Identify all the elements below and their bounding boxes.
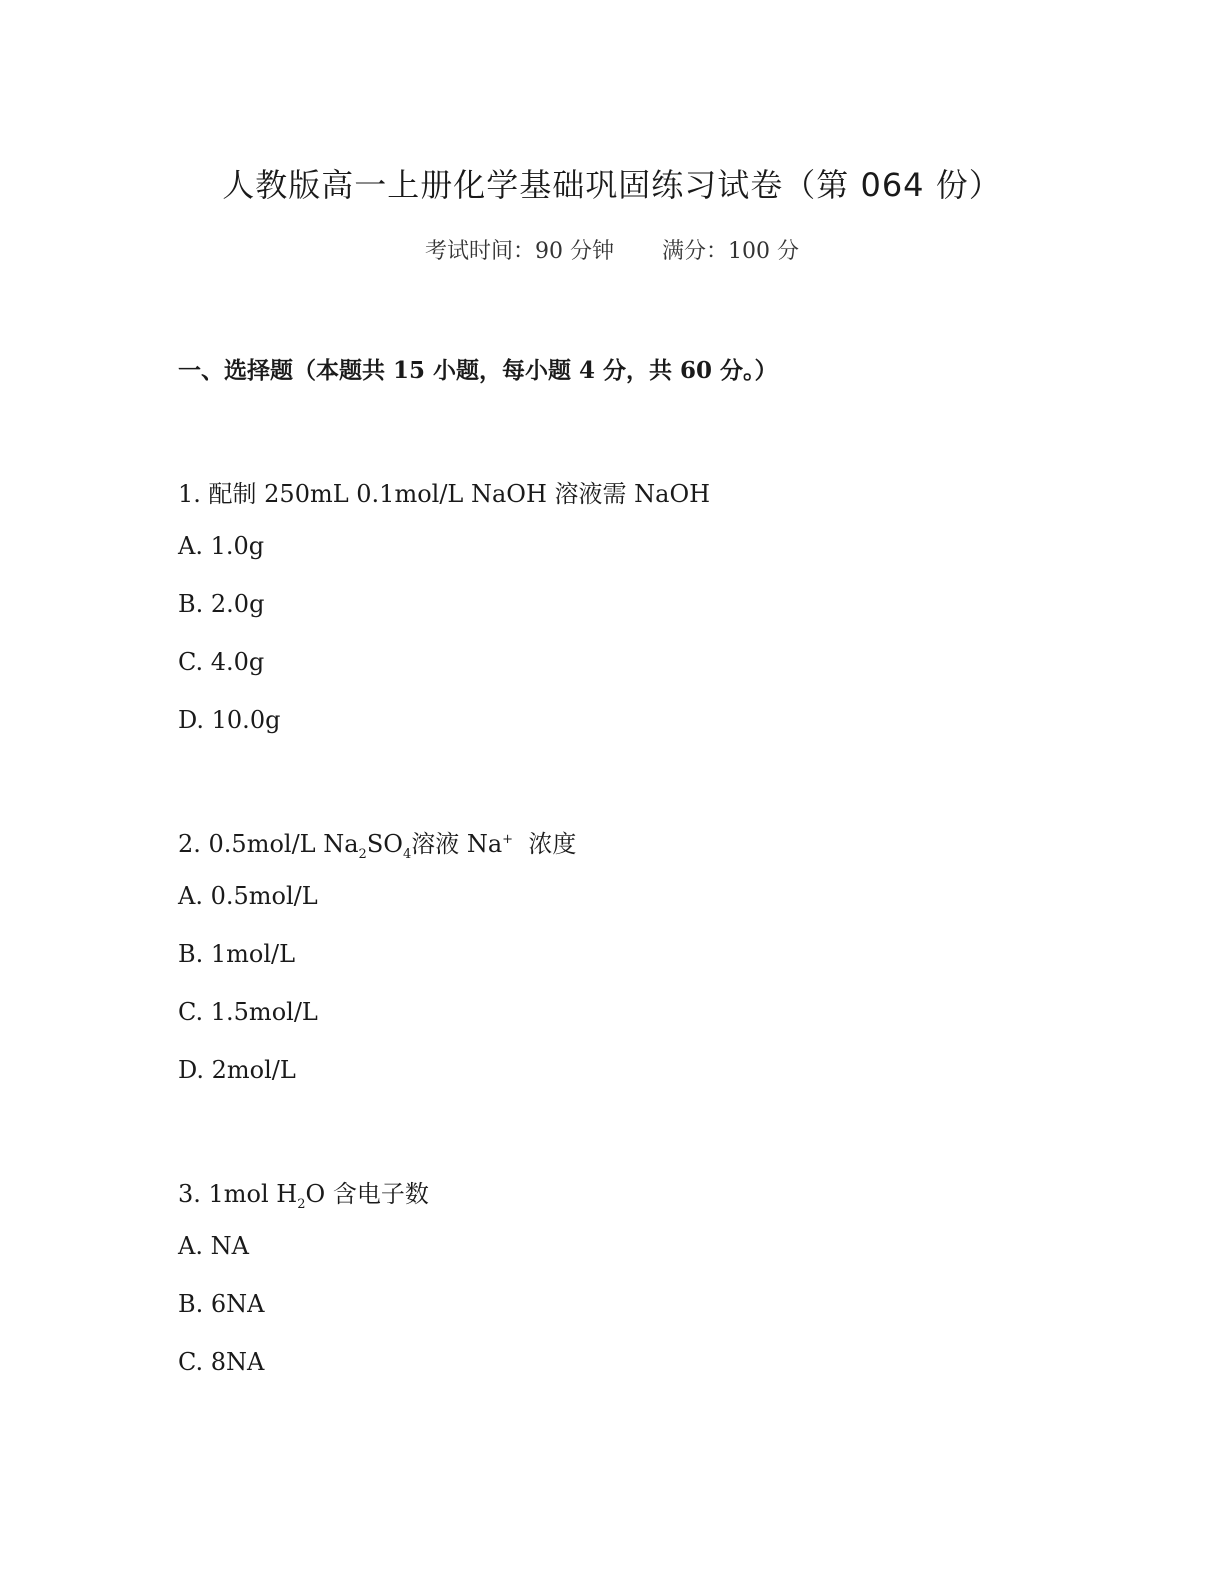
question-1-option-c: C. 4.0g (178, 648, 265, 676)
question-3-option-c: C. 8NA (178, 1348, 265, 1376)
full-score: 满分：100 分 (662, 239, 799, 264)
exam-time: 考试时间：90 分钟 (425, 239, 614, 264)
exam-meta (0, 234, 1224, 265)
question-1-option-d: D. 10.0g (178, 706, 281, 734)
question-2-option-b: B. 1mol/L (178, 940, 296, 968)
question-2-stem-suffix: 浓度 (513, 830, 577, 858)
question-3-stem-prefix: 3. 1mol H (178, 1180, 298, 1208)
subscript: 2 (297, 1196, 306, 1212)
question-3-stem-suffix: O 含电子数 (305, 1180, 429, 1208)
question-3-stem (178, 1174, 429, 1212)
question-2-stem-mid2: 溶液 Na (411, 830, 503, 858)
question-1-stem: 1. 配制 250mL 0.1mol/L NaOH 溶液需 NaOH (178, 480, 711, 508)
question-2-stem (178, 824, 576, 862)
superscript: + (502, 832, 514, 847)
subscript: 2 (358, 846, 367, 862)
question-2-stem-prefix: 2. 0.5mol/L Na (178, 830, 359, 858)
question-2-option-c: C. 1.5mol/L (178, 998, 318, 1026)
question-1-option-a: A. 1.0g (178, 532, 265, 560)
subscript: 4 (402, 846, 412, 862)
question-1-option-b: B. 2.0g (178, 590, 265, 618)
question-3-option-a: A. NA (178, 1232, 249, 1260)
section-heading: 一、选择题（本题共 15 小题，每小题 4 分，共 60 分。） (178, 357, 778, 384)
document-title: 人教版高一上册化学基础巩固练习试卷（第 064 份） (222, 166, 1002, 204)
question-2-stem-mid: SO (366, 830, 403, 858)
question-2-option-d: D. 2mol/L (178, 1056, 296, 1084)
question-3-option-b: B. 6NA (178, 1290, 265, 1318)
question-2-option-a: A. 0.5mol/L (178, 882, 318, 910)
